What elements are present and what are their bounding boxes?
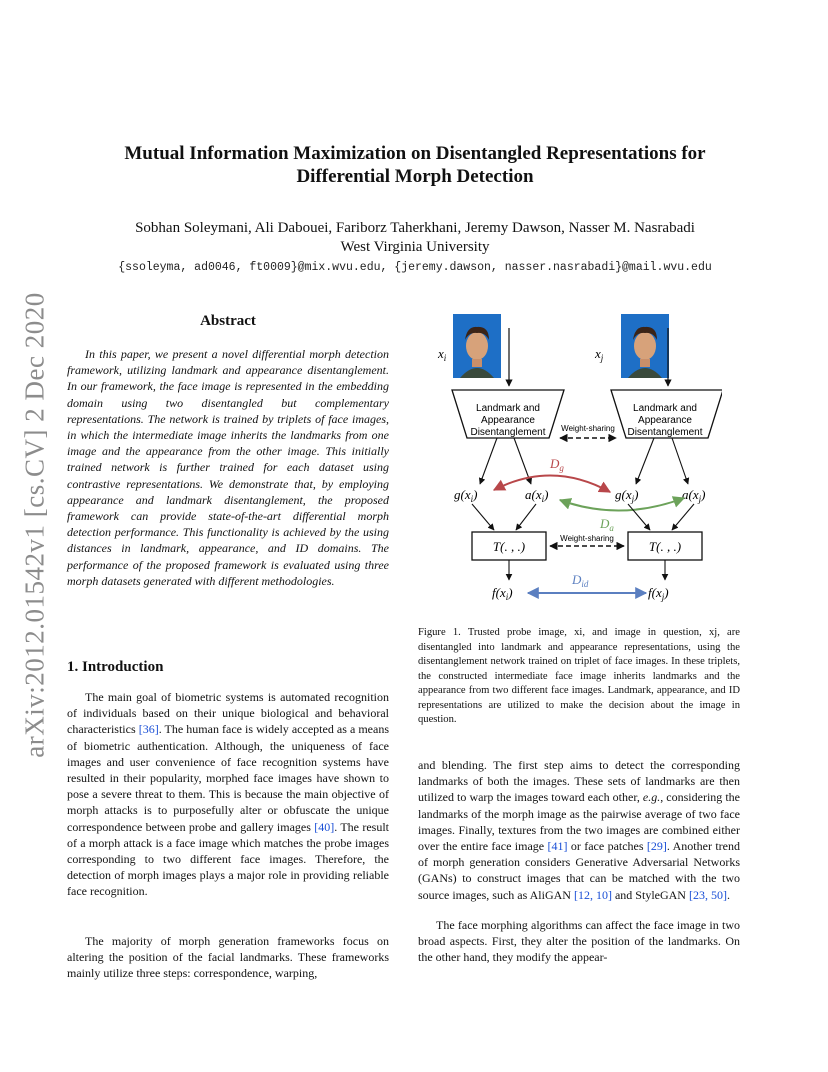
label-t-left: T(. , .)	[492, 539, 526, 554]
right-p1-text-c: or face patches	[567, 839, 647, 854]
box-left-line-3: Disentanglement	[470, 427, 546, 438]
abstract-text: In this paper, we present a novel differential morph detection framework, utilizing landmark and appearance disentanglement. In our framework, the face image is represented in the embedding domain using two disentangled but complementary representations. The network is trained by triplets of face images, in which the intermediate image inherits the landmarks from one image and the appearance from the other image. This initially trained network is further trained for each dataset using contrastive representations. We demonstrate that, by employing appearance and landmark disentanglement, the proposed framework can provide state-of-the-art differential morph detection performance. This functionality is achieved by the using distances in landmark, appearance, and ID domains. The performance of the proposed framework is evaluated using three morph datasets generated with different methodologies.	[67, 347, 389, 588]
citation-link[interactable]: [40]	[314, 819, 335, 834]
label-da: $D_a$	[600, 516, 614, 533]
intro-p1-text-b: . The human face is widely accepted as a means of biometric authentication. Although, the uniqueness of face images and user convenience of face recognition systems have resulted in their popularity, morphed face images have shown to pose a severe threat to them. This is because the main objective of morph attacks is to purposefully alter or obfuscate the unique correspondence between probe and gallery images	[67, 722, 390, 834]
paper-title	[70, 142, 760, 188]
box-left-line-1: Landmark and	[476, 403, 540, 414]
arrow-a-xi-to-t	[516, 504, 536, 530]
label-f-xj: $f(x_j)$	[648, 585, 669, 602]
label-a-xi: $a(x_i)$	[525, 487, 549, 504]
right-p1-text-e: and StyleGAN	[611, 887, 689, 902]
arrow-to-g-xi	[480, 438, 497, 484]
title-line-2: Differential Morph Detection	[296, 166, 534, 187]
label-g-xj: $g(x_j)$	[615, 487, 639, 504]
dg-distance-arrow	[494, 475, 610, 492]
citation-link[interactable]: [23, 50]	[688, 887, 727, 902]
introduction-heading: 1. Introduction	[67, 659, 164, 675]
introduction-paragraph-1	[67, 689, 389, 900]
arxiv-identifier	[20, 290, 50, 760]
right-p1-text-f: .	[726, 887, 730, 902]
label-xi: $x_i$	[438, 346, 447, 363]
figure-1	[432, 308, 722, 608]
figure-1-caption: Figure 1. Trusted probe image, xi, and image in question, xj, are disentangled into landmark and appearance representations, using the disentanglement network trained on triplet of face images. In these triplets, the constructed intermediate face image inherits landmarks and the appearance from two different face images. Landmark, appearance, and ID representations are utilized to make the decision about the image in question.	[418, 627, 740, 725]
arrow-to-a-xj	[672, 438, 688, 484]
citation-link[interactable]: [29]	[646, 839, 667, 854]
right-column-paragraph-1	[418, 757, 740, 903]
title-line-1: Mutual Information Maximization on Disentangled Representations for	[124, 143, 706, 164]
box-right-line-3: Disentanglement	[627, 427, 703, 438]
right-p1-text-d: . Another trend of morph generation considers Generative Adversarial Networks (GANs) to construct images that can be matched with the two source images, such as AliGAN	[418, 839, 740, 902]
intro-p1-text-a: The main goal of biometric systems is automated recognition of individuals based on their unique biological and behavioral characteristics	[67, 690, 389, 737]
label-xj: $x_j$	[595, 346, 604, 363]
question-face-photo	[621, 314, 669, 378]
introduction-paragraph-2: The majority of morph generation frameworks focus on altering the position of the facial landmarks. These frameworks mainly utilize three steps: correspondence, warping,	[67, 934, 389, 981]
citation-link[interactable]: [36]	[138, 722, 159, 737]
label-a-xj: $a(x_j)$	[682, 487, 706, 504]
arrow-a-xj-to-t	[672, 504, 694, 530]
label-did: $D_{id}$	[572, 572, 589, 589]
weight-sharing-bottom-label: Weight-sharing	[560, 534, 614, 543]
author-list: Sobhan Soleymani, Ali Dabouei, Fariborz Taherkhani, Jeremy Dawson, Nasser M. Nasrabadi	[135, 220, 695, 236]
weight-sharing-top-label: Weight-sharing	[561, 424, 615, 433]
figure-1-diagram	[432, 308, 722, 608]
affiliation: West Virginia University	[340, 239, 490, 255]
author-emails: {ssoleyma, ad0046, ft0009}@mix.wvu.edu, {jeremy.dawson, nasser.nasrabadi}@mail.wvu.edu	[118, 261, 712, 274]
box-left-line-2: Appearance	[481, 415, 535, 426]
right-p1-text-b: , considering the landmarks of the morph image as the pairwise average of two face images. Finally, textures from the two images are combined either over the entire face image	[418, 790, 740, 854]
arrow-to-g-xj	[636, 438, 654, 484]
label-t-right: T(. , .)	[648, 539, 682, 554]
probe-face-photo	[453, 314, 501, 378]
label-g-xi: $g(x_i)$	[454, 487, 478, 504]
right-p1-text-a: and blending. The first step aims to detect the corresponding landmarks of both the images. These sets of landmarks are then utilized to warp the images toward each other,	[418, 758, 740, 805]
box-right-line-2: Appearance	[638, 415, 692, 426]
abstract-heading: Abstract	[200, 313, 256, 329]
citation-link[interactable]: [41]	[547, 839, 568, 854]
label-dg: $D_g$	[550, 456, 564, 473]
intro-p1-text-c: . The result of a morph attack is a face image which matches the probe images corresponding to two different face images. Therefore, the detection of morph images plays a major role in providing reliable face recognition.	[67, 819, 389, 899]
right-p1-eg: e.g.	[642, 790, 661, 805]
arrow-g-xi-to-t	[472, 504, 494, 530]
box-right-line-1: Landmark and	[633, 403, 697, 414]
right-column-paragraph-2: The face morphing algorithms can affect the face image in two broad aspects. First, they alter the position of the landmarks. On the other hand, they modify the appear-	[418, 918, 740, 965]
label-f-xi: $f(x_i)$	[492, 585, 513, 602]
arxiv-identifier-text: arXiv:2012.01542v1 [cs.CV] 2 Dec 2020	[19, 292, 50, 758]
citation-link[interactable]: [12, 10]	[573, 887, 612, 902]
